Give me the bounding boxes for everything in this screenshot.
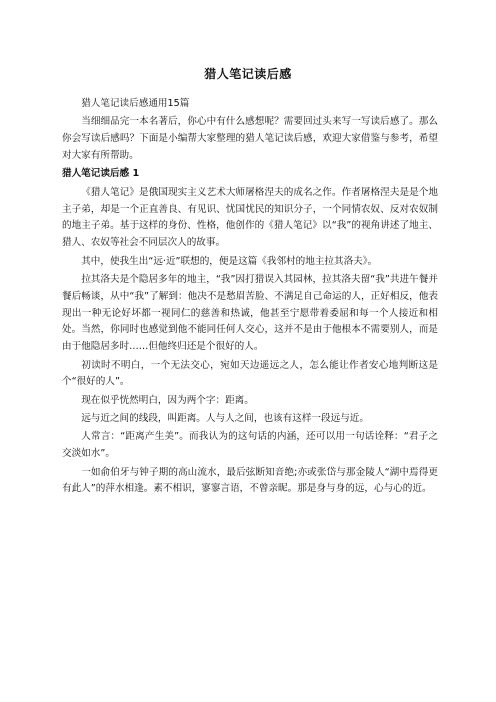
body-paragraph: 拉其洛夫是个隐居多年的地主，“我”因打猎误入其园林，拉其洛夫留“我”共进午餐并餐后畅谈，从中“我”了解到：他决不是愁眉苦脸、不满足自己命运的人，正好相反，他表现出一种无论好坏都一视同仁的慈善和热诚，他甚至宁愿带着委屈和每一个人接近和相处。当然，你同时也感觉到他不能同任何人交心，这并不是由于他根本不需要别人，而是由于他隐居多时……但他终归还是个很好的人。 [62, 273, 438, 353]
document-body [62, 96, 438, 500]
section-heading: 猎人笔记读后感 1 [62, 168, 140, 180]
body-paragraph: 一如俞伯牙与钟子期的高山流水，最后弦断知音绝;亦或张岱与那金陵人“湖中焉得更有此人”的萍水相逢。素不相识，寥寥言语，不曾亲昵。那是身与身的远，心与心的近。 [62, 466, 438, 495]
intro-paragraph: 当细细品完一本名著后，你心中有什么感想呢？需要回过头来写一写读后感了。那么你会写读后感吗？下面是小编帮大家整理的猎人笔记读后感，欢迎大家借鉴与参考，希望对大家有所帮助。 [62, 116, 438, 161]
body-paragraph: 初读时不明白，一个无法交心，宛如天边遥远之人，怎么能让作者安心地判断这是个“很好的人”。 [62, 359, 438, 388]
body-paragraph: 现在似乎恍然明白，因为两个字：距离。 [81, 394, 254, 406]
body-paragraph: 其中，使我生出“远·近”联想的，便是这篇《我邻村的地主拉其洛夫》。 [81, 255, 378, 267]
document-title: 猎人笔记读后感 [204, 67, 292, 81]
body-paragraph: 远与近之间的线段，叫距离。人与人之间，也该有这样一段远与近。 [81, 413, 369, 425]
body-paragraph: 人常言：“距离产生美”。而我认为的这句话的内涵，还可以用一句话诠释：“君子之交淡如水”。 [62, 431, 438, 460]
document-subtitle: 猎人笔记读后感通用15篇 [81, 98, 190, 109]
body-paragraph: 《猎人笔记》是俄国现实主义艺术大师屠格涅夫的成名之作。作者屠格涅夫是是个地主子弟，却是一个正直善良、有见识、忧国忧民的知识分子，一个同情农奴、反对农奴制的地主子弟。基于这样的身份、性格，他创作的《猎人笔记》以“我”的视角讲述了地主、猎人、农奴等社会不同层次人的故事。 [62, 186, 438, 249]
